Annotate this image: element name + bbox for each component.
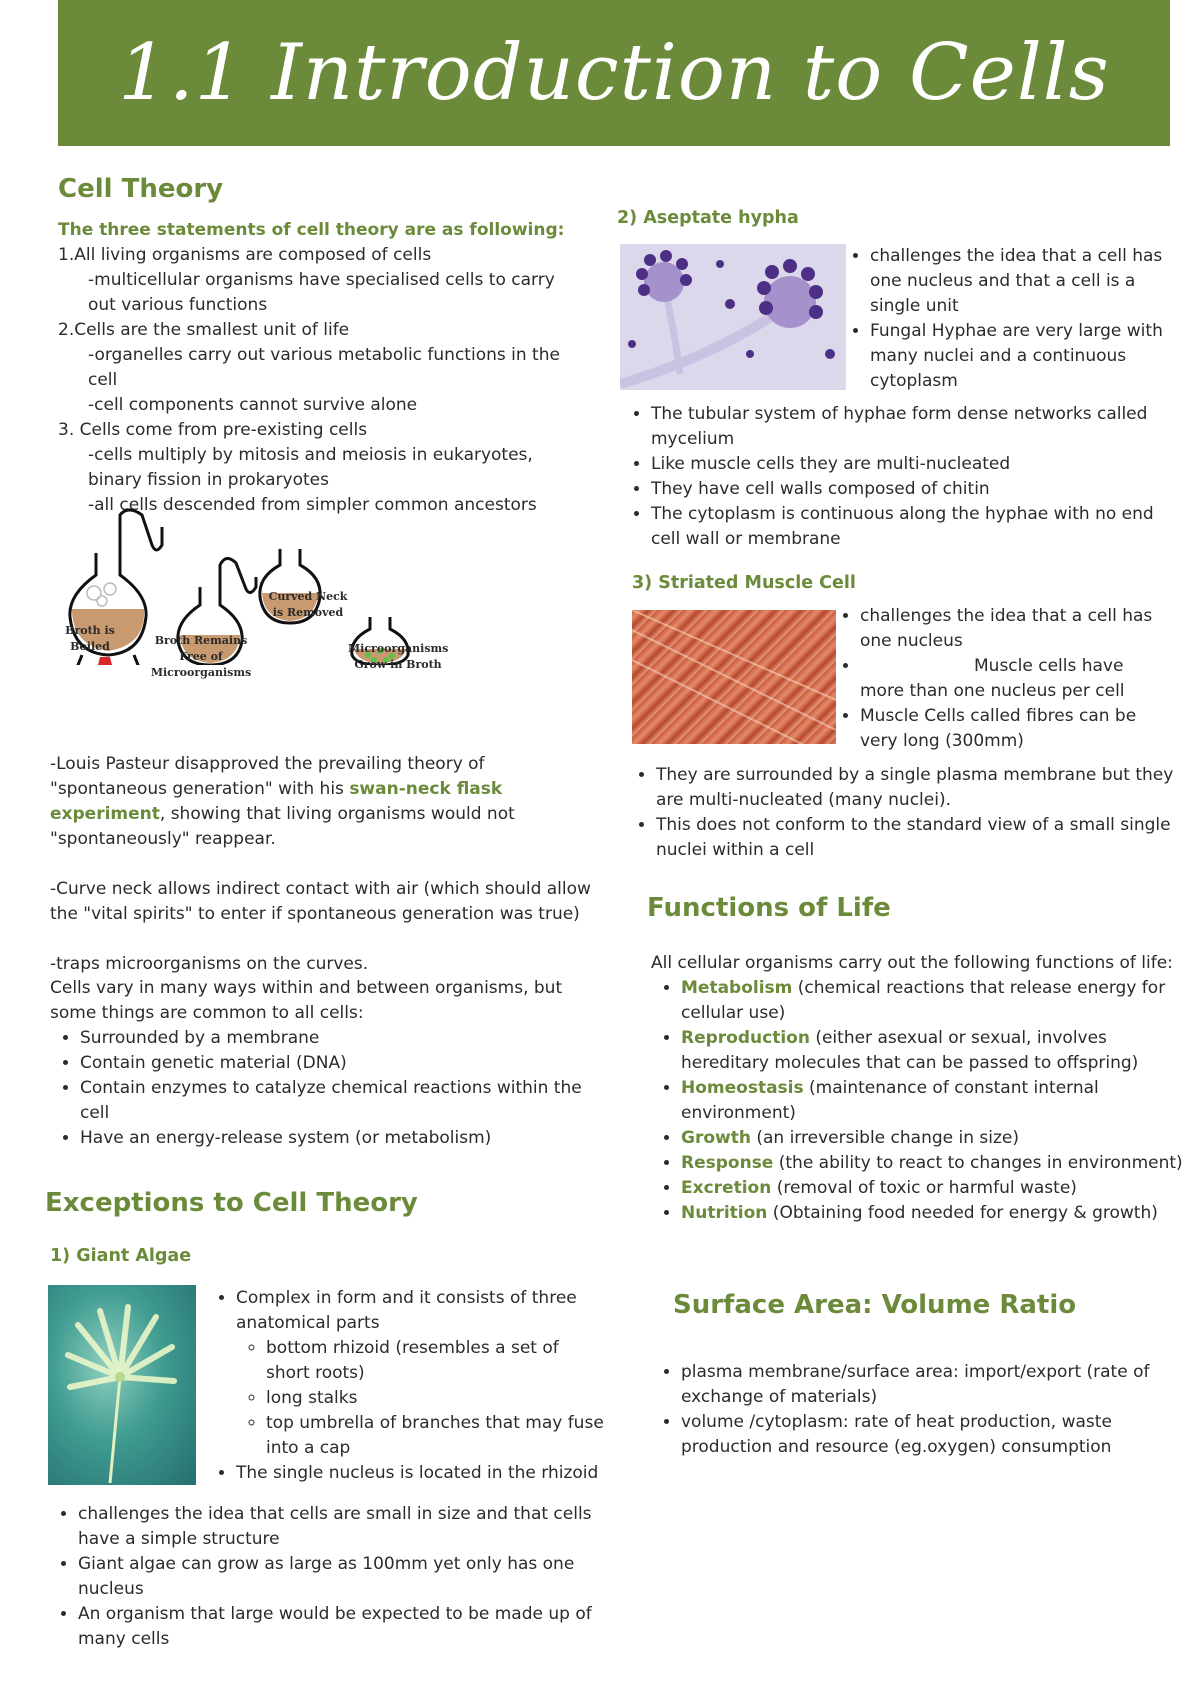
- function-term: Growth: [681, 1128, 751, 1148]
- statement-2: 2.Cells are the smallest unit of life: [58, 320, 350, 340]
- list-item: • Contain enzymes to catalyze chemical reactions within the cell: [80, 1076, 610, 1126]
- sa-ratio-heading: Surface Area: Volume Ratio: [673, 1290, 1077, 1320]
- hypha-image: [620, 244, 846, 390]
- pasteur-flask-diagram: [58, 505, 458, 735]
- list-item: • Giant algae can grow as large as 100mm yet only has one nucleus: [78, 1552, 593, 1602]
- algae-side-text: [206, 1286, 606, 1486]
- statement-2b: -cell components cannot survive alone: [88, 395, 418, 415]
- muscle-side-list: [838, 604, 1158, 754]
- list-item: • volume /cytoplasm: rate of heat production, waste production and resource (eg.oxygen) consumption: [681, 1410, 1151, 1460]
- list-item: • Surrounded by a membrane: [80, 1026, 610, 1051]
- algae-sublist: [236, 1336, 606, 1461]
- pasteur-p2: -Curve neck allows indirect contact with air (which should allow the "vital spirits" to enter if spontaneous generation was true): [50, 879, 591, 924]
- cell-theory-statements: [58, 218, 578, 518]
- list-item: ◦ bottom rhizoid (resembles a set of short roots): [266, 1336, 606, 1386]
- giant-algae-heading: 1) Giant Algae: [50, 1246, 192, 1266]
- list-item: • Like muscle cells they are multi-nucleated: [651, 452, 1181, 477]
- flask-label-boiled: Broth is Boiled: [65, 624, 115, 653]
- algae-drawing: [48, 1285, 196, 1485]
- function-term: Homeostasis: [681, 1078, 804, 1098]
- list-item: [681, 1026, 1186, 1076]
- function-term: Nutrition: [681, 1203, 768, 1223]
- flask-label-neck-removed: Curved Neck is Removed: [268, 590, 348, 619]
- statement-3: 3. Cells come from pre-existing cells: [58, 420, 368, 440]
- muscle-more: [626, 763, 1186, 863]
- function-term: Metabolism: [681, 978, 793, 998]
- title-banner: [58, 0, 1170, 146]
- pasteur-text: [50, 752, 605, 977]
- statement-3a: -cells multiply by mitosis and meiosis in eukaryotes, binary fission in prokaryotes: [88, 445, 533, 490]
- pasteur-p1: [50, 752, 605, 852]
- list-item: • This does not conform to the standard view of a small single nuclei within a cell: [656, 813, 1186, 863]
- list-item: [681, 1151, 1186, 1176]
- list-item: • challenges the idea that a cell has one nucleus: [860, 604, 1158, 654]
- list-item: • They have cell walls composed of chitin: [651, 477, 1181, 502]
- functions-list: [651, 976, 1186, 1226]
- list-item: • challenges the idea that a cell has one nucleus and that a cell is a single unit: [870, 244, 1178, 319]
- list-item: [681, 1076, 1186, 1126]
- function-desc: (maintenance of constant internal environment): [681, 1078, 1099, 1123]
- common-features: [50, 976, 610, 1151]
- functions-heading: Functions of Life: [647, 893, 891, 923]
- muscle-image: [632, 610, 836, 744]
- flame-icon: [94, 657, 116, 665]
- list-item: • Muscle cells have more than one nucleus per cell: [860, 654, 1158, 704]
- list-item: • Muscle Cells called fibres can be very long (300mm): [860, 704, 1158, 754]
- function-term: Excretion: [681, 1178, 772, 1198]
- pasteur-p3: -traps microorganisms on the curves.: [50, 954, 369, 974]
- list-item: [681, 976, 1186, 1026]
- list-item: [681, 1176, 1186, 1201]
- list-item: • Contain genetic material (DNA): [80, 1051, 610, 1076]
- list-item: • An organism that large would be expected to be made up of many cells: [78, 1602, 593, 1652]
- hypha-side-list: [848, 244, 1178, 394]
- algae-more-list: [48, 1502, 593, 1652]
- function-term: Reproduction: [681, 1028, 810, 1048]
- sa-ratio-list: [651, 1360, 1151, 1460]
- function-term: Response: [681, 1153, 774, 1173]
- list-item: [681, 1126, 1186, 1151]
- list-item: • The tubular system of hyphae form dense networks called mycelium: [651, 402, 1181, 452]
- algae-more: [48, 1502, 593, 1652]
- list-item: ◦ top umbrella of branches that may fuse into a cap: [266, 1411, 606, 1461]
- cell-theory-heading: Cell Theory: [58, 174, 224, 204]
- giant-algae-image: [48, 1285, 196, 1485]
- list-item: • Complex in form and it consists of three anatomical parts: [236, 1286, 606, 1336]
- list-item: • plasma membrane/surface area: import/export (rate of exchange of materials): [681, 1360, 1151, 1410]
- algae-list: [206, 1286, 606, 1486]
- common-intro: Cells vary in many ways within and between organisms, but some things are common to all cells:: [50, 978, 563, 1023]
- function-desc: (removal of toxic or harmful waste): [771, 1178, 1077, 1198]
- list-item: • The single nucleus is located in the rhizoid: [236, 1461, 606, 1486]
- functions-text: [651, 951, 1186, 1226]
- list-item: • They are surrounded by a single plasma membrane but they are multi-nucleated (many nuclei).: [656, 763, 1186, 813]
- function-desc: (an irreversible change in size): [750, 1128, 1020, 1148]
- page-title: 1.1 Introduction to Cells: [118, 28, 1110, 118]
- muscle-side-text: [838, 604, 1158, 754]
- statement-3b: -all cells descended from simpler common ancestors: [88, 495, 537, 515]
- flask-label-grow: Microorganisms Grow in Broth: [348, 642, 449, 671]
- common-list: [50, 1026, 610, 1151]
- statement-1a: -multicellular organisms have specialised cells to carry out various functions: [88, 270, 555, 315]
- pasteur-p1-pre: -Louis Pasteur disapproved the prevailing theory of "spontaneous generation" with his: [50, 754, 485, 799]
- hypha-side-text: [848, 244, 1178, 394]
- list-item: • The cytoplasm is continuous along the hyphae with no end cell wall or membrane: [651, 502, 1181, 552]
- muscle-drawing: [632, 610, 836, 744]
- muscle-more-list: [626, 763, 1186, 863]
- hypha-more: [621, 402, 1181, 552]
- exceptions-heading: Exceptions to Cell Theory: [45, 1188, 418, 1218]
- function-desc: (chemical reactions that release energy for cellular use): [681, 978, 1166, 1023]
- hypha-more-list: [621, 402, 1181, 552]
- flask-label-remains-free: Broth Remains Free of Microorganisms: [150, 634, 252, 679]
- sa-ratio-text: [651, 1360, 1151, 1460]
- function-desc: (the ability to react to changes in environment): [773, 1153, 1183, 1173]
- swan-neck-term: swan-neck flask experiment: [50, 779, 503, 824]
- functions-intro: All cellular organisms carry out the following functions of life:: [651, 953, 1173, 973]
- list-item: • Fungal Hyphae are very large with many nuclei and a continuous cytoplasm: [870, 319, 1178, 394]
- pasteur-p1-post: , showing that living organisms would not "spontaneously" reappear.: [50, 804, 515, 849]
- function-desc: (either asexual or sexual, involves hereditary molecules that can be passed to offspring): [681, 1028, 1139, 1073]
- statement-2a: -organelles carry out various metabolic functions in the cell: [88, 345, 560, 390]
- list-item: [681, 1201, 1186, 1226]
- statement-1: 1.All living organisms are composed of cells: [58, 245, 432, 265]
- hypha-drawing: [620, 244, 846, 390]
- list-item: • challenges the idea that cells are small in size and that cells have a simple structure: [78, 1502, 593, 1552]
- aseptate-hypha-heading: 2) Aseptate hypha: [617, 208, 799, 228]
- striated-muscle-heading: 3) Striated Muscle Cell: [632, 573, 856, 593]
- list-item: • Have an energy-release system (or metabolism): [80, 1126, 610, 1151]
- function-desc: (Obtaining food needed for energy & growth): [767, 1203, 1158, 1223]
- list-item: ◦ long stalks: [266, 1386, 606, 1411]
- cell-theory-subheading: The three statements of cell theory are as following:: [58, 220, 565, 240]
